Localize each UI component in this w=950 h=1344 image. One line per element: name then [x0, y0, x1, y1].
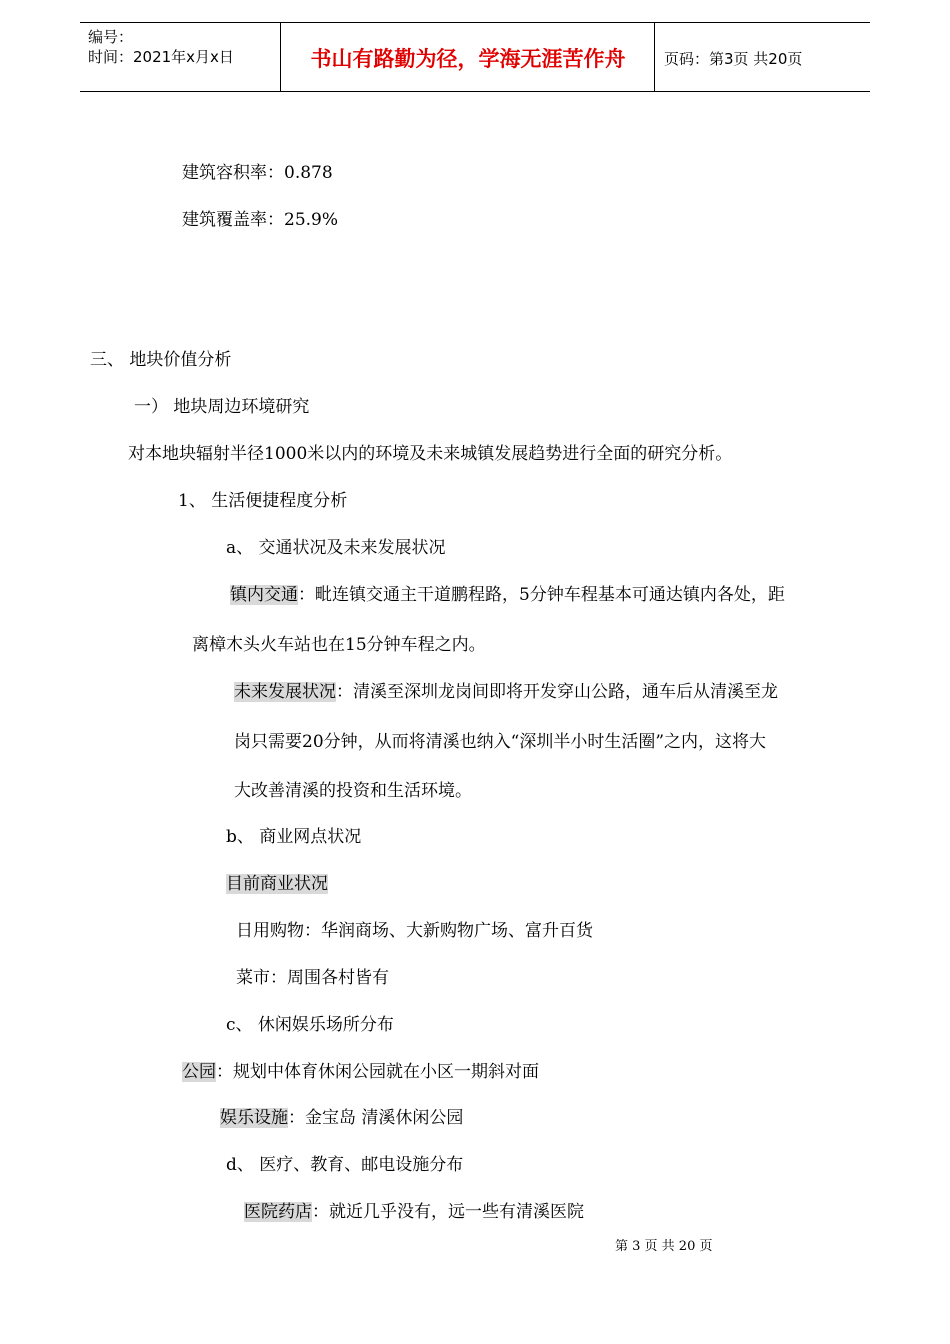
entertainment-text: ：金宝岛 清溪休闲公园 [288, 1108, 464, 1128]
page-header [80, 22, 870, 92]
market-line: 菜市：周围各村皆有 [236, 968, 389, 988]
intro-paragraph: 对本地块辐射半径1000米以内的环境及未来城镇发展趋势进行全面的研究分析。 [128, 444, 733, 464]
commerce-status-highlight: 目前商业状况 [226, 874, 328, 894]
shopping-line: 日用购物：华润商场、大新购物广场、富升百货 [236, 921, 593, 941]
building-coverage: 建筑覆盖率：25.9% [182, 210, 339, 230]
future-development-continued: 大改善清溪的投资和生活环境。 [234, 781, 472, 801]
entertainment-line [220, 1103, 463, 1128]
hospital-label: 医院药店 [244, 1202, 312, 1222]
commerce-status-label [226, 869, 328, 894]
header-page-info: 页码：第3页 共20页 [664, 50, 803, 68]
document-time: 时间：2021年x月x日 [88, 48, 234, 66]
header-motto: 书山有路勤为径，学海无涯苦作舟 [310, 46, 626, 71]
future-development-text: ：清溪至深圳龙岗间即将开发穿山公路，通车后从清溪至龙 [336, 682, 778, 702]
list-item-a: a、 交通状况及未来发展状况 [226, 538, 446, 558]
document-number-label: 编号： [88, 28, 134, 46]
section-heading: 三、 地块价值分析 [90, 350, 232, 370]
list-item-d: d、 医疗、教育、邮电设施分布 [226, 1155, 464, 1175]
town-traffic-paragraph [230, 580, 785, 605]
page-footer: 第 3 页 共 20 页 [615, 1239, 713, 1254]
town-traffic-label: 镇内交通 [230, 585, 298, 605]
list-item-c: c、 休闲娱乐场所分布 [226, 1015, 394, 1035]
floor-area-ratio: 建筑容积率：0.878 [182, 163, 333, 183]
park-text: ：规划中体育休闲公园就在小区一期斜对面 [216, 1062, 539, 1082]
hospital-text: ：就近几乎没有，远一些有清溪医院 [312, 1202, 584, 1222]
list-item-b: b、 商业网点状况 [226, 827, 362, 847]
list-item-heading: 1、 生活便捷程度分析 [178, 491, 348, 511]
future-development-continued: 岗只需要20分钟，从而将清溪也纳入“深圳半小时生活圈”之内，这将大 [234, 732, 767, 752]
entertainment-label: 娱乐设施 [220, 1108, 288, 1128]
header-left [88, 27, 234, 67]
future-development-paragraph [234, 677, 778, 702]
town-traffic-text: ：毗连镇交通主干道鹏程路，5分钟车程基本可通达镇内各处，距 [298, 585, 785, 605]
subsection-heading: 一） 地块周边环境研究 [134, 397, 310, 417]
park-line [182, 1057, 539, 1082]
future-development-label: 未来发展状况 [234, 682, 336, 702]
hospital-line [244, 1197, 584, 1222]
header-divider [280, 23, 281, 91]
park-label: 公园 [182, 1062, 216, 1082]
header-divider [654, 23, 655, 91]
town-traffic-continued: 离樟木头火车站也在15分钟车程之内。 [192, 635, 486, 655]
